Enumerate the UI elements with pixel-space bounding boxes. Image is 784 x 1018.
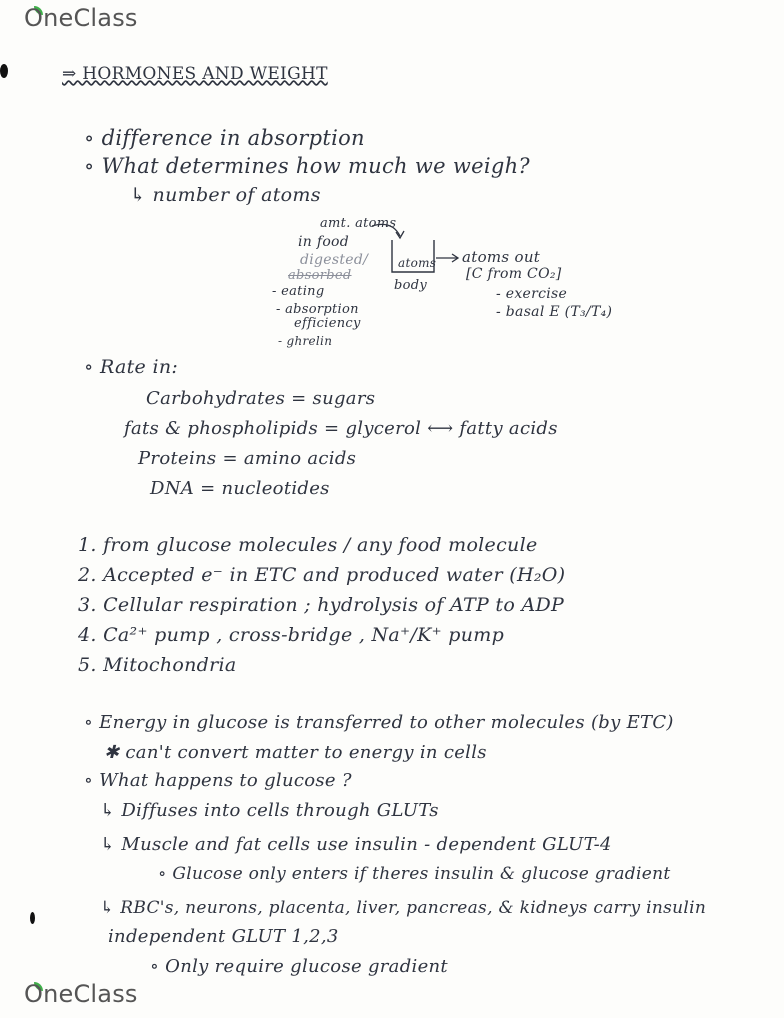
diagram-absorbed: absorbed	[288, 268, 352, 283]
diagram-atoms-out: atoms out	[462, 248, 541, 266]
diagram-in-food: in food	[298, 234, 350, 250]
rate-fats: fats & phospholipids = glycerol ⟷ fatty acids	[124, 418, 558, 439]
margin-ink-mark-2	[30, 912, 35, 924]
energy-line-6: ∘ Glucose only enters if theres insulin & glucose gradient	[158, 864, 671, 884]
diagram-basal-e: - basal E (T₃/T₄)	[496, 304, 613, 320]
rate-carbohydrates: Carbohydrates = sugars	[146, 388, 376, 409]
diagram-box-atoms: atoms	[398, 256, 437, 270]
diagram-c-from-co2: [C from CO₂]	[466, 266, 562, 282]
diagram-ghrelin: - ghrelin	[278, 334, 333, 348]
energy-line-2: ✱ can't convert matter to energy in cells	[104, 742, 487, 763]
logo-bottom: OneClass	[24, 980, 138, 1008]
diagram-absorption: - absorption	[276, 302, 359, 317]
rate-dna: DNA = nucleotides	[150, 478, 330, 499]
rate-in-heading: ∘ Rate in:	[84, 356, 179, 378]
numbered-item-1: 1. from glucose molecules / any food molecule	[78, 534, 538, 556]
energy-line-3: ∘ What happens to glucose ?	[84, 770, 352, 791]
energy-line-1: ∘ Energy in glucose is transferred to other molecules (by ETC)	[84, 712, 674, 733]
diagram-amt-atoms: amt. atoms	[320, 216, 397, 231]
page-title: ⇒ HORMONES AND WEIGHT	[62, 64, 328, 84]
diagram-body: body	[394, 278, 428, 293]
bullet-absorption: ∘ difference in absorption	[84, 126, 365, 150]
sub-number-of-atoms: ↳ number of atoms	[130, 184, 321, 206]
rate-proteins: Proteins = amino acids	[138, 448, 357, 469]
numbered-item-2: 2. Accepted e⁻ in ETC and produced water (H₂O)	[78, 564, 566, 586]
logo-top: OneClass	[24, 4, 138, 32]
energy-line-5: ↳ Muscle and fat cells use insulin - dependent GLUT-4	[100, 834, 612, 855]
energy-line-4: ↳ Diffuses into cells through GLUTs	[100, 800, 439, 821]
diagram-arrows	[0, 0, 784, 400]
diagram-eating: - eating	[272, 284, 325, 299]
energy-line-8: independent GLUT 1,2,3	[108, 926, 339, 947]
numbered-item-5: 5. Mitochondria	[78, 654, 237, 676]
bullet-weight-question: ∘ What determines how much we weigh?	[84, 154, 530, 178]
diagram-efficiency: efficiency	[294, 316, 361, 331]
energy-line-9: ∘ Only require glucose gradient	[150, 956, 448, 977]
numbered-item-4: 4. Ca²⁺ pump , cross-bridge , Na⁺/K⁺ pump	[78, 624, 505, 646]
diagram-digested: digested/	[300, 252, 369, 268]
diagram-exercise: - exercise	[496, 286, 568, 302]
numbered-item-3: 3. Cellular respiration ; hydrolysis of ATP to ADP	[78, 594, 565, 616]
energy-line-7: ↳ RBC's, neurons, placenta, liver, pancreas, & kidneys carry insulin	[100, 898, 707, 918]
